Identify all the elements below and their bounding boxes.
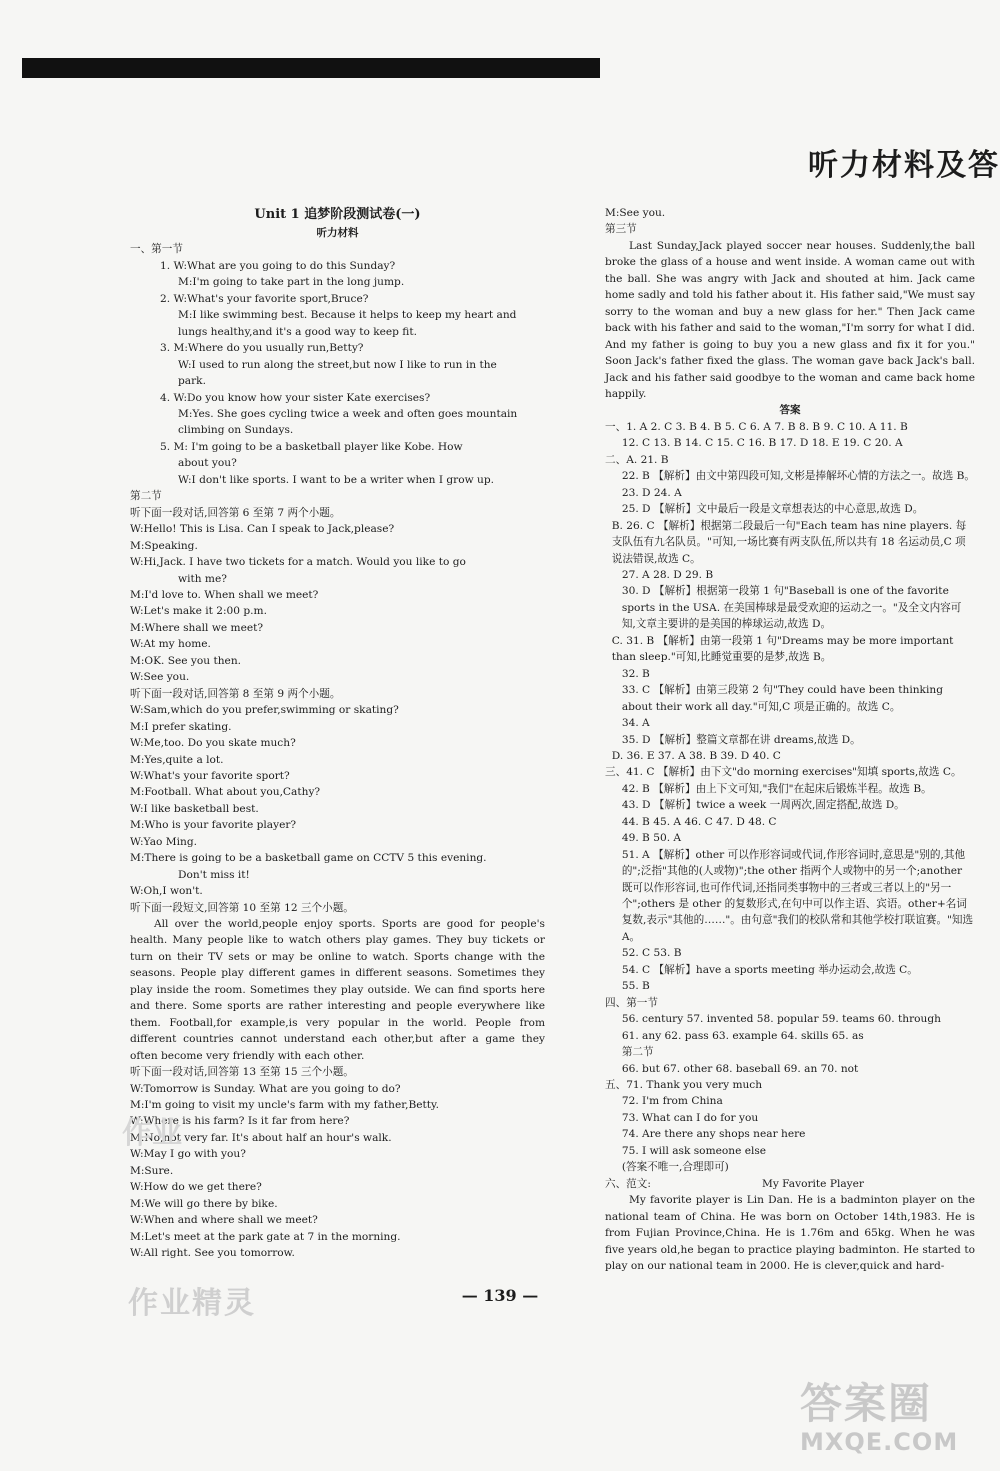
answer-row — [605, 1126, 975, 1142]
answer-row — [605, 847, 975, 946]
answer-row — [605, 814, 975, 830]
answer-label — [605, 962, 622, 978]
answer-label — [605, 666, 622, 682]
text-line: M:Football. What about you,Cathy? — [130, 786, 321, 799]
watermark-logo-text: 答案圈 — [800, 1379, 933, 1428]
answer-text: (答案不唯一,合理即可) — [621, 1161, 729, 1174]
text-line: W:Where is his farm? Is it far from here? — [130, 1115, 350, 1128]
answer-label — [605, 1110, 622, 1126]
answer-row — [605, 567, 975, 583]
answer-row — [605, 1028, 975, 1044]
text-line: W:Hi,Jack. I have two tickets for a match. Would you like to go — [130, 556, 466, 569]
text-line: 第二节 — [130, 490, 162, 503]
text-line: M:Let's meet at the park gate at 7 in the morning. — [130, 1230, 401, 1243]
section3-passage: Last Sunday,Jack played soccer near houses. Suddenly,the ball broke the glass of a house and went inside. A woman came out with the ball. She was angry with Jack and shouted at him. Jack came home sadly and told his father about it. His father said,"We must say sorry to the woman and buy a new glass for her." Then Jack came back with his father and said to the woman,"I'm sorry for what I did. And my father is going to buy you a new glass and fix it for you." Soon Jack's father fixed the glass. The woman gave back Jack's ball. Jack and his father said goodbye to the woman and came back home happily. — [605, 239, 975, 400]
text-line: M:See you. — [605, 207, 666, 219]
answer-text: 12. C 13. B 14. C 15. C 16. B 17. D 18. E 19. C 20. A — [621, 437, 903, 450]
essay-title: My Favorite Player — [761, 1177, 864, 1190]
text-line: climbing on Sundays. — [178, 424, 294, 437]
text-line: W:I don't like sports. I want to be a writer when I grow up. — [178, 473, 495, 486]
answer-label — [605, 682, 622, 715]
essay-heading — [605, 1176, 975, 1192]
answer-row — [605, 468, 975, 501]
text-line: M:Yes,quite a lot. — [130, 753, 224, 766]
text-line: W:All right. See you tomorrow. — [130, 1247, 295, 1260]
listening-passage: All over the world,people enjoy sports. Sports are good for people's health. Many people like to watch others play games. They buy tickets or turn on their TV sets or may be online to watch. Sports change with the seasons. People play different games in different seasons. Sometimes they play inside the room. Sometimes they play outside. We can find sports here and there. Some sports are rather interesting and people everywhere like them. Football,for example,is very popular in the world. People from different countries cannot understand each other,but after a game they often become very friendly with each other. — [130, 918, 545, 1062]
section-title: 听力材料及答 — [808, 148, 1000, 183]
text-line: 听下面一段短文,回答第 10 至第 12 三个小题。 — [130, 901, 354, 914]
answer-text: 第一节 — [626, 996, 658, 1009]
text-line: 听下面一段对话,回答第 6 至第 7 两个小题。 — [130, 506, 341, 519]
left-column — [130, 205, 545, 1262]
answer-label — [605, 1093, 622, 1109]
text-line: Don't miss it! — [178, 868, 250, 881]
text-line: 听下面一段对话,回答第 13 至第 15 三个小题。 — [130, 1066, 354, 1079]
listening-lines — [130, 241, 545, 916]
answer-label — [605, 797, 622, 813]
answer-row — [605, 501, 975, 517]
text-line: 一、第一节 — [130, 243, 183, 256]
watermark-logo — [800, 1380, 990, 1460]
answer-text: 49. B 50. A — [621, 832, 682, 845]
answer-row — [605, 962, 975, 978]
answer-label: 一、 — [605, 420, 627, 433]
answer-row — [605, 682, 975, 715]
text-line: M:Where shall we meet? — [130, 621, 264, 634]
listening-subtitle: 听力材料 — [316, 227, 359, 239]
text-line: W:Let's make it 2:00 p.m. — [130, 605, 267, 618]
text-line: W:Yao Ming. — [130, 835, 197, 848]
answer-label — [605, 1011, 622, 1027]
answer-row — [605, 1044, 975, 1060]
text-line: M:Sure. — [130, 1164, 174, 1177]
answer-row — [605, 797, 975, 813]
text-line: 1. W:What are you going to do this Sunday? — [160, 259, 396, 272]
answer-label: 五、 — [605, 1079, 627, 1092]
answer-row — [605, 978, 975, 994]
header-bar — [22, 58, 600, 78]
answer-label — [605, 1028, 622, 1044]
right-top-lines — [605, 205, 975, 238]
answer-text: 41. C 【解析】由下文"do morning exercises"知填 sports,故选 C。 — [626, 766, 962, 779]
text-line: M:We will go there by bike. — [130, 1197, 278, 1210]
answer-row — [605, 945, 975, 961]
answer-text: 30. D 【解析】根据第一段第 1 句"Baseball is one of the favorite sports in the USA. 在美国棒球是最受欢迎的运动之一。"及全文内容可知,文章主要讲的是美国的棒球运动,故选 D。 — [621, 585, 962, 631]
answer-text: 32. B — [621, 667, 650, 680]
answer-text: 73. What can I do for you — [621, 1111, 759, 1124]
answer-row — [605, 1061, 975, 1077]
answer-row — [605, 830, 975, 846]
answer-row — [605, 781, 975, 797]
text-line: W:How do we get there? — [130, 1181, 262, 1194]
watermark-left-mid: 作业 — [122, 1116, 182, 1151]
answer-label — [605, 518, 612, 567]
essay-label: 六、范文: — [605, 1177, 651, 1190]
answer-row — [605, 1143, 975, 1159]
listening-lines-2 — [130, 1064, 545, 1261]
answer-text: 第二节 — [621, 1046, 654, 1059]
text-line: M:I prefer skating. — [130, 720, 232, 733]
text-line: W:May I go with you? — [130, 1148, 246, 1161]
text-line: M:I'm going to take part in the long jump. — [178, 276, 405, 289]
answer-label — [605, 1159, 622, 1175]
answer-text: 52. C 53. B — [621, 947, 682, 960]
answer-text: B. 26. C 【解析】根据第二段最后一句"Each team has nine players. 每支队伍有九名队员。"可知,一场比赛有两支队伍,所以共有 18 名运动员,C 项说法错误,故选 C。 — [611, 519, 967, 565]
answer-text: 33. C 【解析】由第三段第 2 句"They could have been thinking about their work all day."可知,C 项是正确的。故选 C。 — [621, 684, 943, 713]
text-line: W:I like basketball best. — [130, 802, 259, 815]
answer-label — [605, 1143, 622, 1159]
text-line: M:Speaking. — [130, 539, 198, 552]
text-line: W:Hello! This is Lisa. Can I speak to Jack,please? — [130, 523, 395, 536]
answer-text: 35. D 【解析】整篇文章都在讲 dreams,故选 D。 — [621, 733, 861, 746]
answer-row — [605, 666, 975, 682]
answer-row — [605, 1011, 975, 1027]
answer-row — [605, 1093, 975, 1109]
text-line: M:Yes. She goes cycling twice a week and often goes mountain — [178, 407, 518, 420]
answer-list — [605, 419, 975, 1176]
answer-text: 27. A 28. D 29. B — [621, 568, 714, 581]
right-column — [605, 205, 975, 1274]
answer-label — [605, 715, 622, 731]
answer-row — [605, 435, 975, 451]
text-line: W:Sam,which do you prefer,swimming or skating? — [130, 704, 399, 717]
answers-title: 答案 — [779, 404, 801, 417]
answer-text: 66. but 67. other 68. baseball 69. an 70. not — [621, 1062, 859, 1075]
page-number: — 139 — — [461, 1286, 539, 1305]
text-line: M:OK. See you then. — [130, 654, 242, 667]
text-line: W:What's your favorite sport? — [130, 769, 290, 782]
answer-row — [605, 633, 975, 666]
answer-row — [605, 419, 975, 435]
answer-label — [605, 748, 612, 764]
answer-label — [605, 633, 612, 666]
watermark-url: MXQE.COM — [800, 1428, 959, 1456]
answer-label — [605, 847, 622, 946]
text-line: M:Who is your favorite player? — [130, 819, 297, 832]
answer-row — [605, 1077, 975, 1093]
text-line: lungs healthy,and it's a good way to keep fit. — [178, 325, 417, 338]
answer-text: 1. A 2. C 3. B 4. B 5. C 6. A 7. B 8. B 9. C 10. A 11. B — [626, 420, 908, 433]
text-line: W:Tomorrow is Sunday. What are you going to do? — [130, 1082, 401, 1095]
answer-row — [605, 518, 975, 567]
answer-text: 54. C 【解析】have a sports meeting 举办运动会,故选 C。 — [621, 963, 918, 976]
text-line: W:At my home. — [130, 638, 211, 651]
answer-label — [605, 1126, 622, 1142]
answer-row — [605, 583, 975, 632]
answer-text: 34. A — [621, 717, 650, 730]
answer-row — [605, 1159, 975, 1175]
answer-label: 二、 — [605, 453, 627, 466]
text-line: 5. M: I'm going to be a basketball player like Kobe. How — [160, 440, 463, 453]
answer-text: 56. century 57. invented 58. popular 59. teams 60. through — [621, 1013, 941, 1026]
answer-label: 三、 — [605, 766, 627, 779]
answer-text: 42. B 【解析】由上下文可知,"我们"在起床后锻炼半程。故选 B。 — [621, 782, 932, 795]
answer-text: 74. Are there any shops near here — [621, 1128, 806, 1141]
answer-text: 22. B 【解析】由文中第四段可知,文彬是捧解坏心情的方法之一。故选 B。 23. D 24. A — [621, 470, 975, 499]
text-line: M:I'm going to visit my uncle's farm with my father,Betty. — [130, 1099, 440, 1112]
answer-text: 72. I'm from China — [621, 1095, 723, 1108]
answer-row — [605, 715, 975, 731]
text-line: about you? — [178, 457, 237, 470]
answer-row — [605, 764, 975, 780]
text-line: 第三节 — [605, 223, 637, 236]
answer-label — [605, 814, 622, 830]
answer-row — [605, 452, 975, 468]
answer-text: 61. any 62. pass 63. example 64. skills 65. as — [621, 1029, 864, 1042]
text-line: 3. M:Where do you usually run,Betty? — [160, 342, 364, 355]
answer-text: 44. B 45. A 46. C 47. D 48. C — [621, 815, 777, 828]
text-line: 听下面一段对话,回答第 8 至第 9 两个小题。 — [130, 687, 341, 700]
answer-label — [605, 435, 622, 451]
answer-label — [605, 567, 622, 583]
answer-label — [605, 1061, 622, 1077]
text-line: W:I used to run along the street,but now I like to run in the — [178, 358, 497, 371]
answer-text: 25. D 【解析】文中最后一段是文章想表达的中心意思,故选 D。 — [621, 503, 924, 516]
answer-row — [605, 995, 975, 1011]
essay-text: My favorite player is Lin Dan. He is a badminton player on the national team of China. He was born on October 14th,1983. He is from Fujian Province,China. He is 1.76m and 65kg. When he was five years old,he began to practice playing badminton. He started to play on our national team in 2000. He is clever,quick and hard- — [605, 1194, 975, 1272]
answer-label — [605, 781, 622, 797]
text-line: W:Me,too. Do you skate much? — [130, 737, 296, 750]
answer-label — [605, 945, 622, 961]
text-line: with me? — [178, 572, 227, 585]
text-line: M:No,not very far. It's about half an hour's walk. — [130, 1131, 392, 1144]
answer-text: A. 21. B — [626, 453, 669, 466]
answer-label — [605, 732, 622, 748]
text-line: W:Oh,I won't. — [130, 885, 203, 898]
answer-label — [605, 468, 622, 501]
answer-label — [605, 1044, 622, 1060]
answer-label — [605, 583, 622, 632]
text-line: M:There is going to be a basketball game on CCTV 5 this evening. — [130, 852, 487, 865]
unit-title: Unit 1 追梦阶段测试卷(一) — [254, 207, 421, 222]
text-line: 2. W:What's your favorite sport,Bruce? — [160, 292, 369, 305]
watermark-left: 作业精灵 — [128, 1286, 256, 1321]
answer-text: D. 36. E 37. A 38. B 39. D 40. C — [611, 749, 781, 762]
answer-text: 43. D 【解析】twice a week 一周两次,固定搭配,故选 D。 — [621, 799, 905, 812]
text-line: 4. W:Do you know how your sister Kate exercises? — [160, 391, 431, 404]
answer-text: 71. Thank you very much — [626, 1079, 763, 1092]
answer-label: 四、 — [605, 996, 627, 1009]
text-line: W:When and where shall we meet? — [130, 1214, 318, 1227]
answer-row — [605, 1110, 975, 1126]
text-line: M:I like swimming best. Because it helps to keep my heart and — [178, 309, 517, 322]
text-line: W:See you. — [130, 671, 190, 684]
answer-text: 75. I will ask someone else — [621, 1144, 767, 1157]
answer-label — [605, 501, 622, 517]
answer-text: 55. B — [621, 980, 650, 993]
text-line: M:I'd love to. When shall we meet? — [130, 588, 319, 601]
answer-row — [605, 732, 975, 748]
answer-row — [605, 748, 975, 764]
answer-label — [605, 978, 622, 994]
answer-label — [605, 830, 622, 846]
answer-text: 51. A 【解析】other 可以作形容词或代词,作形容词时,意思是"别的,其他的";泛指"其他的(人或物)";the other 指两个人或物中的另一个;another 既可以作形容词,也可作代词,还指同类事物中的三者或三者以上的"另一个";others 是 other 的复数形式,在句中可以作主语、宾语。other+名词复数,表示"其他的……"。由句意"我们的校队常和其他学校打联谊赛。"知选 A。 — [621, 848, 974, 943]
answer-text: C. 31. B 【解析】由第一段第 1 句"Dreams may be more important than sleep."可知,比睡觉重要的是梦,故选 B。 — [611, 634, 954, 664]
text-line: park. — [178, 375, 206, 388]
